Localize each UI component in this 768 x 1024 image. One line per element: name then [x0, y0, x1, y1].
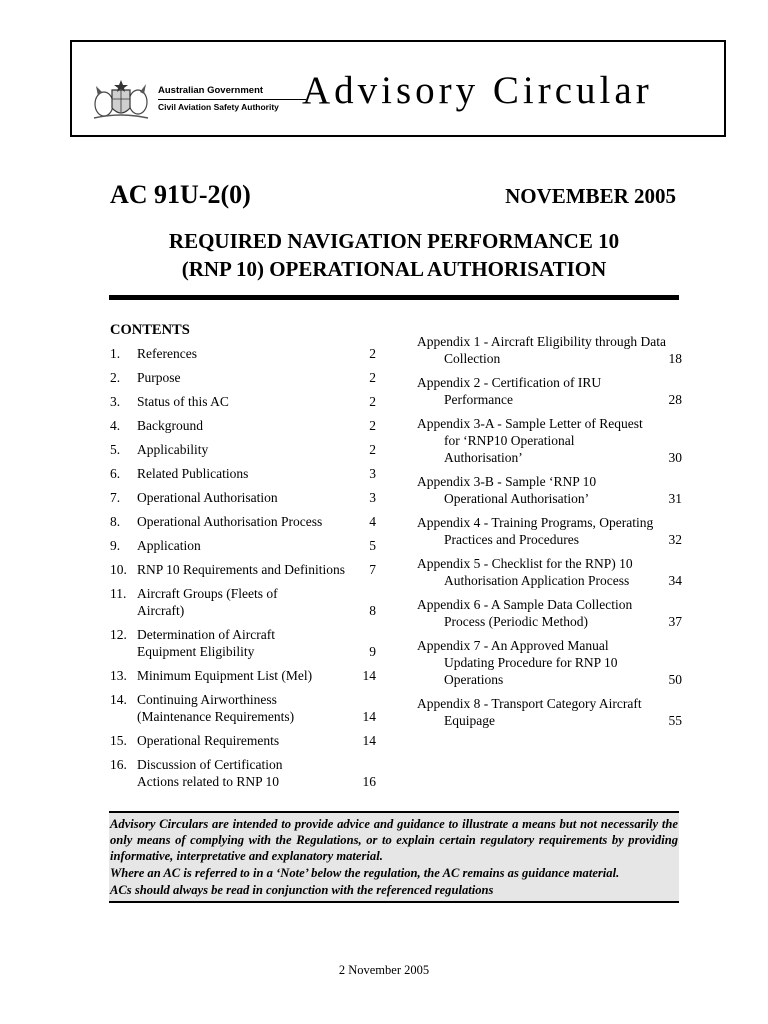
toc-item[interactable]	[110, 465, 376, 482]
toc-number: 6.	[110, 466, 121, 481]
toc-page: 31	[668, 491, 682, 506]
document-title	[110, 227, 678, 283]
toc-label: Background	[137, 418, 203, 433]
casa-logo	[92, 78, 292, 122]
toc-label: Appendix 7 - An Approved Manual Updating Procedure for RNP 10 Operations	[417, 638, 618, 687]
toc-page: 5	[369, 538, 376, 553]
toc-label: Appendix 3-A - Sample Letter of Request for ‘RNP10 Operational Authorisation’	[417, 416, 643, 465]
toc-label: Discussion of Certification Actions related to RNP 10	[137, 757, 283, 789]
toc-item[interactable]	[110, 691, 376, 725]
footer-date: 2 November 2005	[338, 963, 430, 977]
toc-label: Operational Authorisation	[137, 490, 278, 505]
toc-number: 8.	[110, 514, 121, 529]
toc-label: Continuing Airworthiness (Maintenance Requirements)	[137, 692, 295, 724]
toc-item[interactable]	[110, 489, 376, 506]
toc-page: 34	[668, 573, 682, 588]
toc-page: 3	[369, 466, 376, 481]
toc-appendix-item[interactable]	[417, 637, 682, 688]
notice-paragraph-1: Advisory Circulars are intended to provide advice and guidance to illustrate a means but not necessarily the only means of complying with the Regulations, or to explain certain regulatory requirements by providing informative, interpretative and explanatory material.	[110, 817, 678, 863]
toc-number: 4.	[110, 418, 121, 433]
toc-label: Appendix 1 - Aircraft Eligibility through Data Collection	[417, 334, 666, 366]
toc-page: 2	[369, 394, 376, 409]
coat-of-arms-icon	[92, 78, 150, 122]
toc-number: 11.	[110, 586, 127, 601]
toc-label: Appendix 6 - A Sample Data Collection Process (Periodic Method)	[417, 597, 633, 629]
toc-number: 16.	[110, 757, 127, 772]
toc-page: 2	[369, 442, 376, 457]
document-title-line1: REQUIRED NAVIGATION PERFORMANCE 10	[168, 229, 620, 253]
toc-item[interactable]	[110, 585, 376, 619]
header-title: Advisory Circular	[302, 69, 653, 112]
toc-appendix-item[interactable]	[417, 374, 682, 408]
toc-number: 3.	[110, 394, 121, 409]
toc-label: Status of this AC	[137, 394, 229, 409]
toc-item[interactable]	[110, 756, 376, 790]
toc-item[interactable]	[110, 561, 376, 578]
header-box	[70, 40, 726, 137]
toc-item[interactable]	[110, 537, 376, 554]
notice-paragraph-2: Where an AC is referred to in a ‘Note’ below the regulation, the AC remains as guidance material.	[110, 866, 620, 880]
toc-page: 28	[668, 392, 682, 407]
toc-page: 3	[369, 490, 376, 505]
contents-left-column	[110, 345, 376, 797]
toc-item[interactable]	[110, 732, 376, 749]
toc-label: Applicability	[137, 442, 209, 457]
toc-label: Minimum Equipment List (Mel)	[137, 668, 313, 683]
toc-item[interactable]	[110, 393, 376, 410]
toc-number: 9.	[110, 538, 121, 553]
contents-heading: CONTENTS	[110, 322, 190, 338]
toc-page: 32	[668, 532, 682, 547]
document-title-line2: (RNP 10) OPERATIONAL AUTHORISATION	[181, 257, 607, 281]
toc-item[interactable]	[110, 513, 376, 530]
logo-divider	[158, 99, 306, 100]
toc-page: 50	[668, 672, 682, 687]
toc-appendix-item[interactable]	[417, 596, 682, 630]
toc-item[interactable]	[110, 626, 376, 660]
toc-page: 14	[362, 733, 376, 748]
toc-label: Aircraft Groups (Fleets of Aircraft)	[137, 586, 278, 618]
toc-label: Appendix 8 - Transport Category Aircraft Equipage	[417, 696, 642, 728]
toc-label: Appendix 4 - Training Programs, Operating Practices and Procedures	[417, 515, 654, 547]
org-name-line2: Civil Aviation Safety Authority	[158, 102, 279, 112]
advisory-notice	[109, 811, 679, 903]
toc-page: 18	[668, 351, 682, 366]
toc-label: Appendix 5 - Checklist for the RNP) 10 Authorisation Application Process	[417, 556, 633, 588]
toc-page: 2	[369, 346, 376, 361]
toc-item[interactable]	[110, 417, 376, 434]
toc-appendix-item[interactable]	[417, 695, 682, 729]
toc-number: 10.	[110, 562, 127, 577]
toc-label: Application	[137, 538, 201, 553]
toc-page: 14	[362, 668, 376, 683]
toc-label: Related Publications	[137, 466, 249, 481]
toc-label: Determination of Aircraft Equipment Eligibility	[137, 627, 275, 659]
toc-appendix-item[interactable]	[417, 473, 682, 507]
toc-appendix-item[interactable]	[417, 514, 682, 548]
toc-appendix-item[interactable]	[417, 555, 682, 589]
contents-right-column	[417, 333, 682, 736]
notice-paragraph-3: ACs should always be read in conjunction with the referenced regulations	[110, 883, 494, 897]
toc-page: 8	[369, 603, 376, 618]
toc-number: 15.	[110, 733, 127, 748]
org-name-line1: Australian Government	[158, 85, 264, 96]
toc-number: 14.	[110, 692, 127, 707]
toc-item[interactable]	[110, 345, 376, 362]
toc-number: 5.	[110, 442, 121, 457]
toc-number: 2.	[110, 370, 121, 385]
toc-appendix-item[interactable]	[417, 333, 682, 367]
toc-page: 30	[668, 450, 682, 465]
toc-page: 37	[668, 614, 682, 629]
toc-page: 55	[668, 713, 682, 728]
toc-page: 7	[369, 562, 376, 577]
toc-appendix-item[interactable]	[417, 415, 682, 466]
toc-label: Operational Authorisation Process	[137, 514, 323, 529]
toc-page: 9	[369, 644, 376, 659]
toc-label: Operational Requirements	[137, 733, 280, 748]
toc-item[interactable]	[110, 369, 376, 386]
toc-label: Appendix 3-B - Sample ‘RNP 10 Operational Authorisation’	[417, 474, 597, 506]
toc-number: 13.	[110, 668, 127, 683]
toc-label: References	[137, 346, 197, 361]
ac-number: AC 91U-2(0)	[110, 180, 251, 209]
toc-label: Appendix 2 - Certification of IRU Performance	[417, 375, 602, 407]
toc-number: 7.	[110, 490, 121, 505]
toc-page: 2	[369, 418, 376, 433]
toc-item[interactable]	[110, 441, 376, 458]
toc-page: 4	[369, 514, 376, 529]
title-rule	[109, 295, 679, 300]
toc-page: 14	[362, 709, 376, 724]
toc-page: 16	[362, 774, 376, 789]
toc-label: Purpose	[137, 370, 181, 385]
toc-page: 2	[369, 370, 376, 385]
ac-date: NOVEMBER 2005	[505, 184, 676, 208]
toc-label: RNP 10 Requirements and Definitions	[137, 562, 345, 577]
toc-number: 1.	[110, 346, 121, 361]
toc-item[interactable]	[110, 667, 376, 684]
toc-number: 12.	[110, 627, 127, 642]
